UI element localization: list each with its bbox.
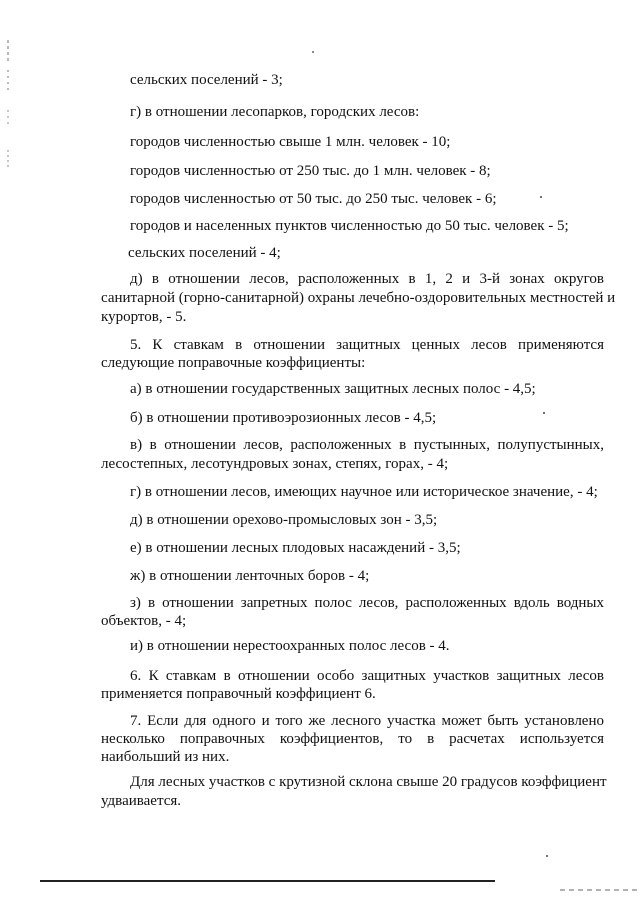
text-line: г) в отношении лесопарков, городских лесов: [130, 104, 420, 120]
text-line: городов и населенных пунктов численностью до 50 тыс. человек - 5; [130, 218, 569, 234]
scan-edge-marks [0, 0, 20, 300]
text-line: городов численностью от 50 тыс. до 250 тыс. человек - 6; [130, 191, 497, 207]
scan-speck [312, 51, 314, 53]
text-line: Для лесных участков с крутизной склона свыше 20 градусов коэффициент [130, 774, 607, 790]
text-line: б) в отношении противоэрозионных лесов - 4,5; [130, 410, 437, 426]
text-line: е) в отношении лесных плодовых насаждений - 3,5; [130, 540, 461, 556]
text-line: применяется поправочный коэффициент 6. [101, 686, 376, 702]
text-line: удваивается. [101, 793, 182, 809]
text-line: д) в отношении орехово-промысловых зон - 3,5; [130, 512, 438, 528]
text-line: д) в отношении лесов, расположенных в 1, 2 и 3-й зонах округов [130, 271, 604, 287]
text-line: 6. К ставкам в отношении особо защитных участков защитных лесов [130, 668, 604, 684]
scan-speck [540, 196, 542, 198]
text-line: ж) в отношении ленточных боров - 4; [130, 568, 370, 584]
text-line: г) в отношении лесов, имеющих научное или историческое значение, - 4; [130, 484, 598, 500]
text-line: городов численностью от 250 тыс. до 1 млн. человек - 8; [130, 163, 491, 179]
text-line: лесостепных, лесотундровых зонах, степях, горах, - 4; [101, 456, 449, 472]
text-line: следующие поправочные коэффициенты: [101, 355, 366, 371]
text-line: санитарной (горно-санитарной) охраны лечебно-оздоровительных местностей и [101, 290, 616, 306]
text-line: объектов, - 4; [101, 613, 187, 629]
scan-speck [543, 412, 545, 414]
text-line: сельских поселений - 4; [128, 245, 281, 261]
text-line: а) в отношении государственных защитных лесных полос - 4,5; [130, 381, 536, 397]
text-line: городов численностью свыше 1 млн. человек - 10; [130, 134, 451, 150]
bottom-right-dashes [560, 885, 640, 895]
text-line: з) в отношении запретных полос лесов, расположенных вдоль водных [130, 595, 604, 611]
text-line: наибольший из них. [101, 749, 230, 765]
scan-speck [546, 855, 548, 857]
text-line: и) в отношении нерестоохранных полос лесов - 4. [130, 638, 450, 654]
text-line: сельских поселений - 3; [130, 72, 283, 88]
bottom-rule [40, 880, 495, 882]
text-line: 5. К ставкам в отношении защитных ценных лесов применяются [130, 337, 604, 353]
text-line: в) в отношении лесов, расположенных в пустынных, полупустынных, [130, 437, 604, 453]
text-line: несколько поправочных коэффициентов, то в расчетах используется [101, 731, 604, 747]
text-line: курортов, - 5. [101, 309, 187, 325]
text-line: 7. Если для одного и того же лесного участка может быть установлено [130, 713, 604, 729]
